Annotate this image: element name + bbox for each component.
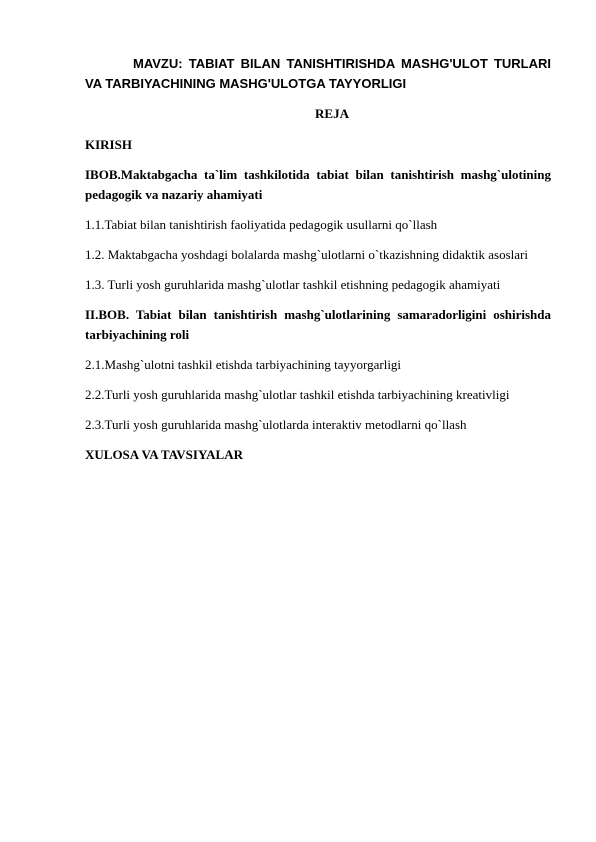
document-title: MAVZU: TABIAT BILAN TANISHTIRISHDA MASHG'ULOT TURLARI VA TARBIYACHINING MASHG'ULOTGA TAYYORLIGI bbox=[85, 56, 551, 91]
outline-item-section-2-2: 2.2.Turli yosh guruhlarida mashg`ulotlar tashkil etishda tarbiyachining kreativligi bbox=[85, 387, 510, 402]
outline-item-section-1-1: 1.1.Tabiat bilan tanishtirish faoliyatida pedagogik usullarni qo`llash bbox=[85, 217, 438, 232]
outline-item-section-1-2: 1.2. Maktabgacha yoshdagi bolalarda mashg`ulotlarni o`tkazishning didaktik asoslari bbox=[85, 247, 528, 262]
outline-item-chapter-2: II.BOB. Tabiat bilan tanishtirish mashg`ulotlarining samaradorligini oshirishda tarbiyachining roli bbox=[85, 307, 551, 342]
document-content bbox=[85, 54, 551, 465]
outline-item-section-2-3: 2.3.Turli yosh guruhlarida mashg`ulotlarda interaktiv metodlarni qo`llash bbox=[85, 417, 467, 432]
outline-item-chapter-1: IBOB.Maktabgacha ta`lim tashkilotida tabiat bilan tanishtirish mashg`ulotining pedagogik va nazariy ahamiyati bbox=[85, 167, 551, 202]
outline-item-section-2-1: 2.1.Mashg`ulotni tashkil etishda tarbiyachining tayyorgarligi bbox=[85, 357, 402, 372]
plan-heading: REJA bbox=[315, 106, 349, 121]
outline-item-introduction: KIRISH bbox=[85, 137, 132, 152]
outline-item-conclusion: XULOSA VA TAVSIYALAR bbox=[85, 447, 243, 462]
outline-item-section-1-3: 1.3. Turli yosh guruhlarida mashg`ulotlar tashkil etishning pedagogik ahamiyati bbox=[85, 277, 501, 292]
